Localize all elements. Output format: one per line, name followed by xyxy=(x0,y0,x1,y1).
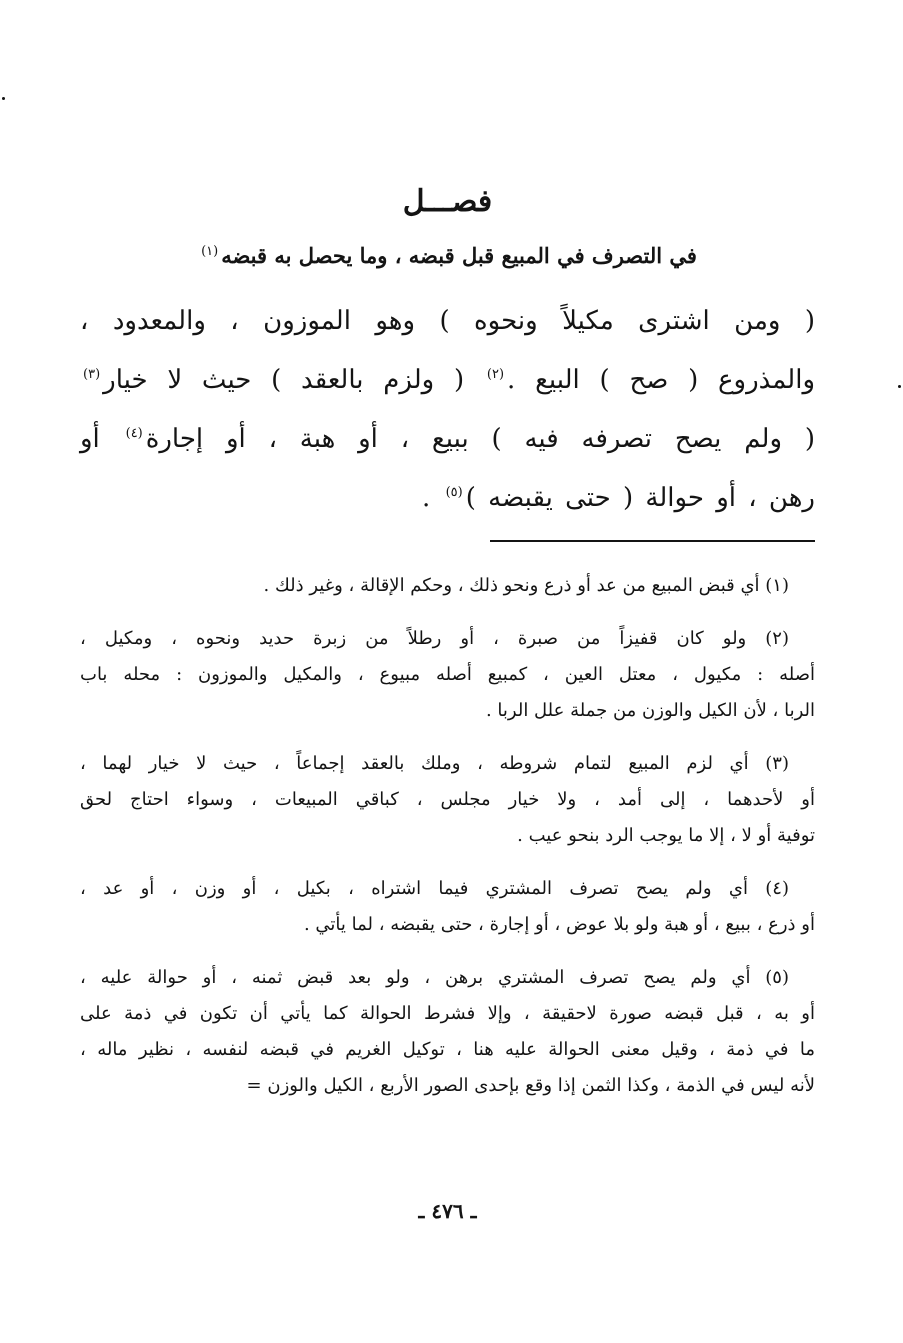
main-line xyxy=(80,469,815,528)
main-text-segment: ( ولزم بالعقد ) حيث لا خيار xyxy=(103,365,465,395)
main-text-segment: . xyxy=(422,483,431,513)
footnote-ref: (٤) xyxy=(125,426,143,442)
main-text-segment: ( ولم يصح تصرفه فيه ) ببيع ، أو هبة ، أو إجارة xyxy=(145,424,815,454)
footnote-line: (٣) أي لزم المبيع لتمام شروطه ، وملك بالعقد إجماعاً ، حيث لا خيار لهما ، xyxy=(80,753,789,774)
footnote-line: أو ذرع ، ببيع ، أو هبة ولو بلا عوض ، أو إجارة ، حتى يقبضه ، لما يأتي . xyxy=(303,914,815,935)
footnote-3 xyxy=(80,746,815,854)
footnote-line: أو به ، قبل قبضه صورة لاحقيقة ، وإلا فشرط الحوالة كما يأتي أن تكون في ذمة على xyxy=(80,1003,815,1024)
page-number: ـ ٤٧٦ ـ xyxy=(418,1199,477,1223)
main-text-segment: أو xyxy=(80,424,100,454)
footnotes xyxy=(80,568,815,1121)
book-page xyxy=(80,0,815,1343)
subheading-text: في التصرف في المبيع قبل قبضه ، وما يحصل به قبضه xyxy=(221,243,697,268)
footnote-line: (٢) ولو كان قفيزاً من صبرة ، أو رطلاً من زبرة حديد ونحوه ، ومكيل ، xyxy=(80,628,789,649)
footnote-1 xyxy=(80,568,815,604)
footnote-line: أو لأحدهما ، إلى أمد ، ولا خيار مجلس ، كباقي المبيعات ، وسواء احتاج لحق xyxy=(80,789,815,810)
section-heading: فصـــل xyxy=(402,184,493,219)
footnote-ref: (٢) xyxy=(486,367,505,383)
footnote-line: (٤) أي ولم يصح تصرف المشتري فيما اشتراه ، بكيل ، أو وزن ، أو عد ، xyxy=(80,878,789,899)
footnote-2 xyxy=(80,621,815,729)
margin-mark xyxy=(898,385,901,388)
footnote-line: أصله : مكيول ، معتل العين ، كمبيع أصله مبيوع ، والمكيل والموزون : محله باب xyxy=(80,664,815,685)
footnote-line: الربا ، لأن الكيل والوزن من جملة علل الربا . xyxy=(485,700,815,721)
footnote-ref: (١) xyxy=(201,244,219,259)
footnote-line: لأنه ليس في الذمة ، وكذا الثمن إذا وقع بإحدى الصور الأربع ، الكيل والوزن = xyxy=(246,1075,815,1096)
footnote-line: (١) أي قبض المبيع من عد أو ذرع ونحو ذلك ، وحكم الإقالة ، وغير ذلك . xyxy=(263,575,789,596)
main-line xyxy=(80,351,815,410)
main-text-segment: رهن ، أو حوالة ( حتى يقبضه ) xyxy=(465,483,815,513)
margin-mark xyxy=(2,97,5,100)
footnote-ref: (٥) xyxy=(445,485,463,501)
main-line xyxy=(80,410,815,469)
footnote-5 xyxy=(80,960,815,1104)
footnote-line: (٥) أي ولم يصح تصرف المشتري برهن ، ولو بعد قبض ثمنه ، أو حوالة عليه ، xyxy=(80,967,789,988)
footnote-4 xyxy=(80,871,815,943)
main-text-segment: والمذروع ( صح ) البيع . xyxy=(507,365,816,395)
footnote-line: ما في ذمة ، وقيل معنى الحوالة عليه هنا ، توكيل الغريم في قبضه لنفسه ، نظير ماله ، xyxy=(80,1039,815,1060)
footnote-line: توفية أو لا ، إلا ما يوجب الرد بنحو عيب . xyxy=(517,825,815,846)
main-text xyxy=(80,292,815,528)
footnote-ref: (٣) xyxy=(83,367,101,383)
footnote-separator xyxy=(490,540,815,542)
section-subheading xyxy=(80,238,815,274)
main-line: ( ومن اشترى مكيلاً ونحوه ) وهو الموزون ، والمعدود ، xyxy=(80,306,815,336)
